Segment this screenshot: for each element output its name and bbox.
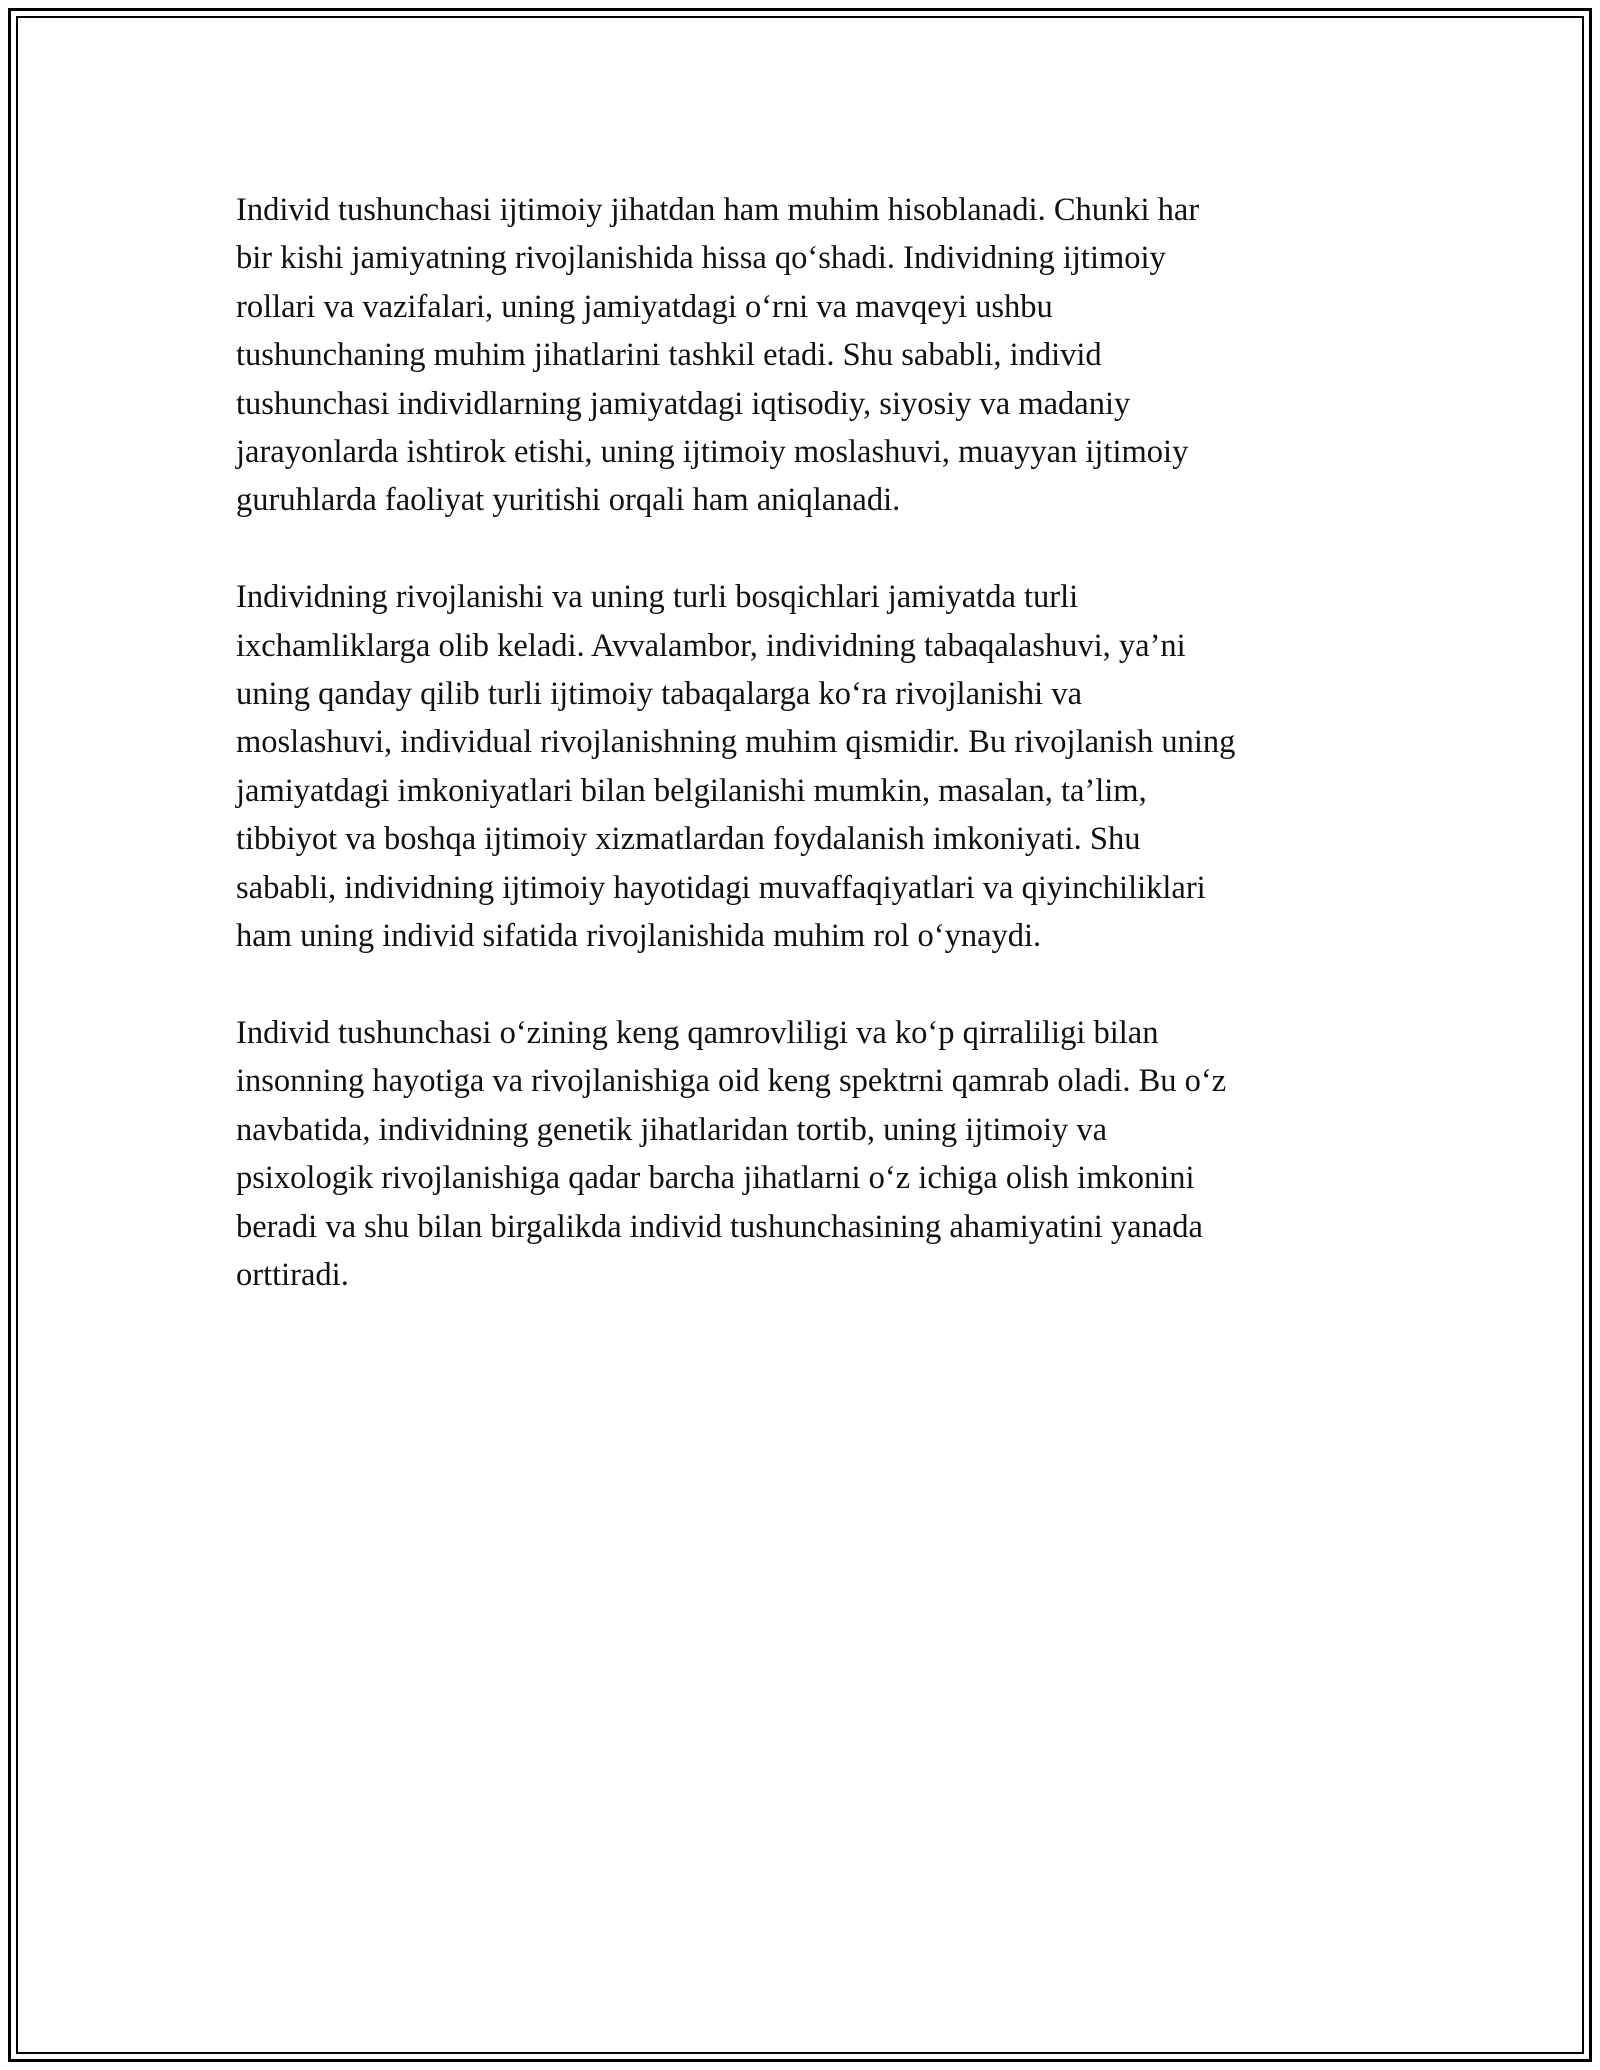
document-body: [236, 186, 1386, 1348]
text-line: Individ tushunchasi o‘zining keng qamrovliligi va ko‘p qirraliligi bilan: [236, 1014, 1159, 1051]
text-line: Individning rivojlanishi va uning turli bosqichlari jamiyatda turli: [236, 579, 1079, 616]
text-line: moslashuvi, individual rivojlanishning muhim qismidir. Bu rivojlanish uning: [236, 724, 1236, 761]
paragraph-1: [236, 186, 1386, 525]
text-line: rollari va vazifalari, uning jamiyatdagi o‘rni va mavqeyi ushbu: [236, 288, 1053, 325]
text-line: ixchamliklarga olib keladi. Avvalambor, individning tabaqalashuvi, ya’ni: [236, 627, 1186, 664]
text-line: tushunchaning muhim jihatlarini tashkil etadi. Shu sababli, individ: [236, 337, 1102, 374]
text-line: jarayonlarda ishtirok etishi, uning ijtimoiy moslashuvi, muayyan ijtimoiy: [236, 434, 1189, 471]
text-line: guruhlarda faoliyat yuritishi orqali ham aniqlanadi.: [236, 482, 901, 519]
text-line: Individ tushunchasi ijtimoiy jihatdan ham muhim hisoblanadi. Chunki har: [236, 192, 1200, 228]
text-line: bir kishi jamiyatning rivojlanishida hissa qo‘shadi. Individning ijtimoiy: [236, 240, 1166, 277]
text-line: jamiyatdagi imkoniyatlari bilan belgilanishi mumkin, masalan, ta’lim,: [236, 772, 1147, 809]
paragraph-3: [236, 1009, 1386, 1299]
text-line: ham uning individ sifatida rivojlanishida muhim rol o‘ynaydi.: [236, 918, 1042, 955]
text-line: navbatida, individning genetik jihatlaridan tortib, uning ijtimoiy va: [236, 1111, 1108, 1148]
paragraph-2: [236, 573, 1386, 960]
text-line: beradi va shu bilan birgalikda individ tushunchasining ahamiyatini yanada: [236, 1208, 1203, 1245]
text-line: psixologik rivojlanishiga qadar barcha jihatlarni o‘z ichiga olish imkonini: [236, 1160, 1195, 1197]
text-line: sababli, individning ijtimoiy hayotidagi muvaffaqiyatlari va qiyinchiliklari: [236, 869, 1206, 906]
text-line: insonning hayotiga va rivojlanishiga oid keng spektrni qamrab oladi. Bu o‘z: [236, 1063, 1227, 1100]
text-line: orttiradi.: [236, 1256, 349, 1293]
text-line: tushunchasi individlarning jamiyatdagi iqtisodiy, siyosiy va madaniy: [236, 385, 1131, 422]
text-line: uning qanday qilib turli ijtimoiy tabaqalarga ko‘ra rivojlanishi va: [236, 676, 1083, 713]
text-line: tibbiyot va boshqa ijtimoiy xizmatlardan foydalanish imkoniyati. Shu: [236, 821, 1141, 858]
